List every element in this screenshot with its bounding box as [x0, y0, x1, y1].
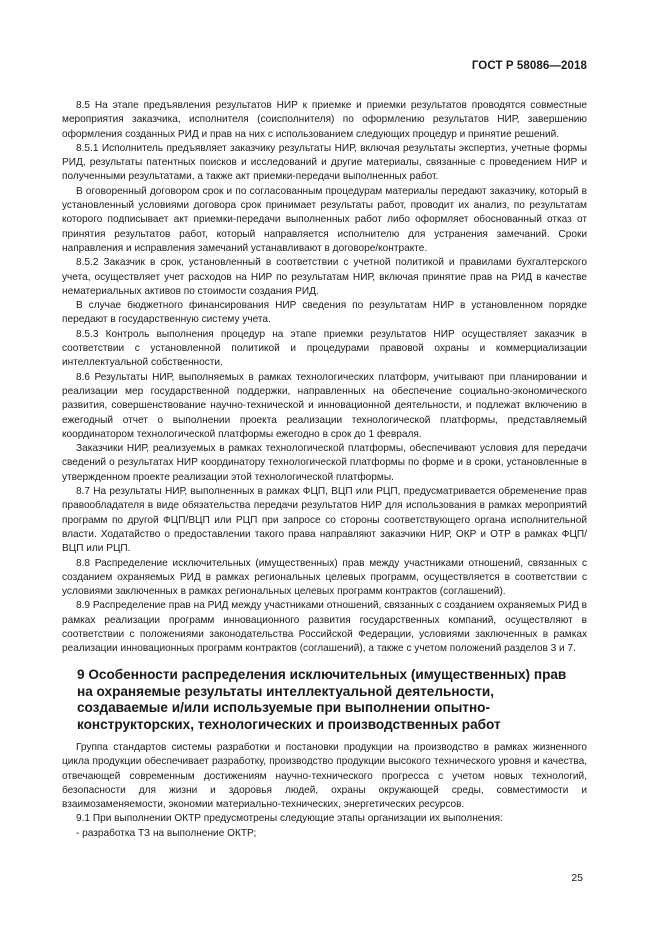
page-number: 25 [571, 872, 583, 884]
standard-header: ГОСТ Р 58086—2018 [471, 60, 587, 72]
list-item: - разработка ТЗ на выполнение ОКТР; [76, 827, 257, 839]
paragraph-8-8: 8.8 Распределение исключительных (имущественных) прав между участниками отношений, связанных с созданием охраняемых РИД в рамках региональных целевых программ, осуществляется в соответствии с условиями заключенных в рамках региональных целевых программ контрактов (соглашений). [62, 557, 587, 598]
paragraph-8-6: 8.6 Результаты НИР, выполняемых в рамках технологических платформ, учитывают при планировании и реализации мер государственной поддержки, направленных на обеспечение социально-экономического развития, совершенствование научно-технической и инновационной деятельности, и подлежат включению в ежегодный отчет о выполнении проекта реализации технологической платформы, представляемый координатором технологической платформы ежегодно в срок до 1 февраля. [62, 371, 587, 440]
paragraph-9-intro: Группа стандартов системы разработки и постановки продукции на производство в рамках жизненного цикла продукции обеспечивает разработку, производство продукции высокого технического уровня и качества, отвечающей современным достижениям научно-технического прогресса с учетом новых технологий, безопасности для жизни и здоровья людей, охраны окружающей среды, совместимости и взаимозаменяемости, экономии материально-технических, энергетических ресурсов. [62, 742, 587, 811]
paragraph-8-5: 8.5 На этапе предъявления результатов НИР к приемке и приемки результатов проводятся совместные мероприятия заказчика, исполнителя (соисполнителя) по оформлению результатов НИР, завершению оформления созданных РИД и прав на них с использованием следующих процедур и принятие решений. [62, 100, 587, 140]
paragraph-8-5-2-cont: В случае бюджетного финансирования НИР сведения по результатам НИР в установленном порядке передают в государственную систему учета. [62, 300, 587, 326]
paragraph-8-9: 8.9 Распределение прав на РИД между участниками отношений, связанных с созданием охраняемых РИД в рамках реализации программ инновационного развития государственных компаний, осуществляют в соответствии с положениями законодательства Российской Федерации, условиями заключенных в рамках реализации инновационных программ контрактов (соглашений), а также с учетом положений разделов 3 и 7. [62, 600, 587, 655]
paragraph-8-7: 8.7 На результаты НИР, выполненных в рамках ФЦП, ВЦП или РЦП, предусматривается обременение прав правообладателя в виде обязательства передачи результатов НИР для использования в рамках мероприятий программ по другой ФЦП/ВЦП или РЦП при запросе со стороны соответствующего органа исполнительной власти. Ходатайство о предоставлении такого права направляют заказчики НИР, ОКР и ОТР в рамках ФЦП/ВЦП или РЦП. [62, 486, 587, 555]
section-9-body [62, 741, 587, 841]
section-9-title: 9 Особенности распределения исключительных (имущественных) прав на охраняемые результаты интеллектуальной деятельности, создаваемые и/или используемые при выполнении опытно-конструкторских, технологических и производственных работ [77, 667, 567, 732]
paragraph-8-5-2: 8.5.2 Заказчик в срок, установленный в соответствии с учетной политикой и правилами бухгалтерского учета, осуществляет учет расходов на НИР по результатам НИР, включая принятие прав на РИД в качестве нематериальных активов по стоимости создания РИД. [62, 257, 587, 297]
paragraph-8-6-cont: Заказчики НИР, реализуемых в рамках технологической платформы, обеспечивают условия для передачи сведений о результатах НИР координатору технологической платформы по форме и в сроки, установленные в утвержденном проекте реализации этой технологической платформы. [62, 443, 587, 483]
paragraph-8-5-1: 8.5.1 Исполнитель предъявляет заказчику результаты НИР, включая результаты экспертиз, учетные формы РИД, результаты патентных поисков и исследований и другие материалы, связанные с проведением НИР и полученными результатами, а также акт приемки-передачи выполненных работ. [62, 142, 587, 183]
paragraph-8-5-1-cont: В оговоренный договором срок и по согласованным процедурам материалы передают заказчику, который в установленный условиями договора срок принимает результаты работ, проводит их анализ, по результатам которого подписывает акт приемки-передачи выполненных работ либо оформляет обоснованный отказ от принятия результатов работ, который направляется исполнителю для устранения замечаний. Сроки направления и исправления замечаний устанавливают в договоре/контракте. [62, 185, 587, 254]
section-8-body [62, 99, 587, 657]
paragraph-8-5-3: 8.5.3 Контроль выполнения процедур на этапе приемки результатов НИР осуществляет заказчик в соответствии с установленной политикой и процедурами правовой охраны и коммерциализации интеллектуальной собственности. [62, 328, 587, 369]
paragraph-9-1: 9.1 При выполнении ОКТР предусмотрены следующие этапы организации их выполнения: [76, 813, 503, 825]
